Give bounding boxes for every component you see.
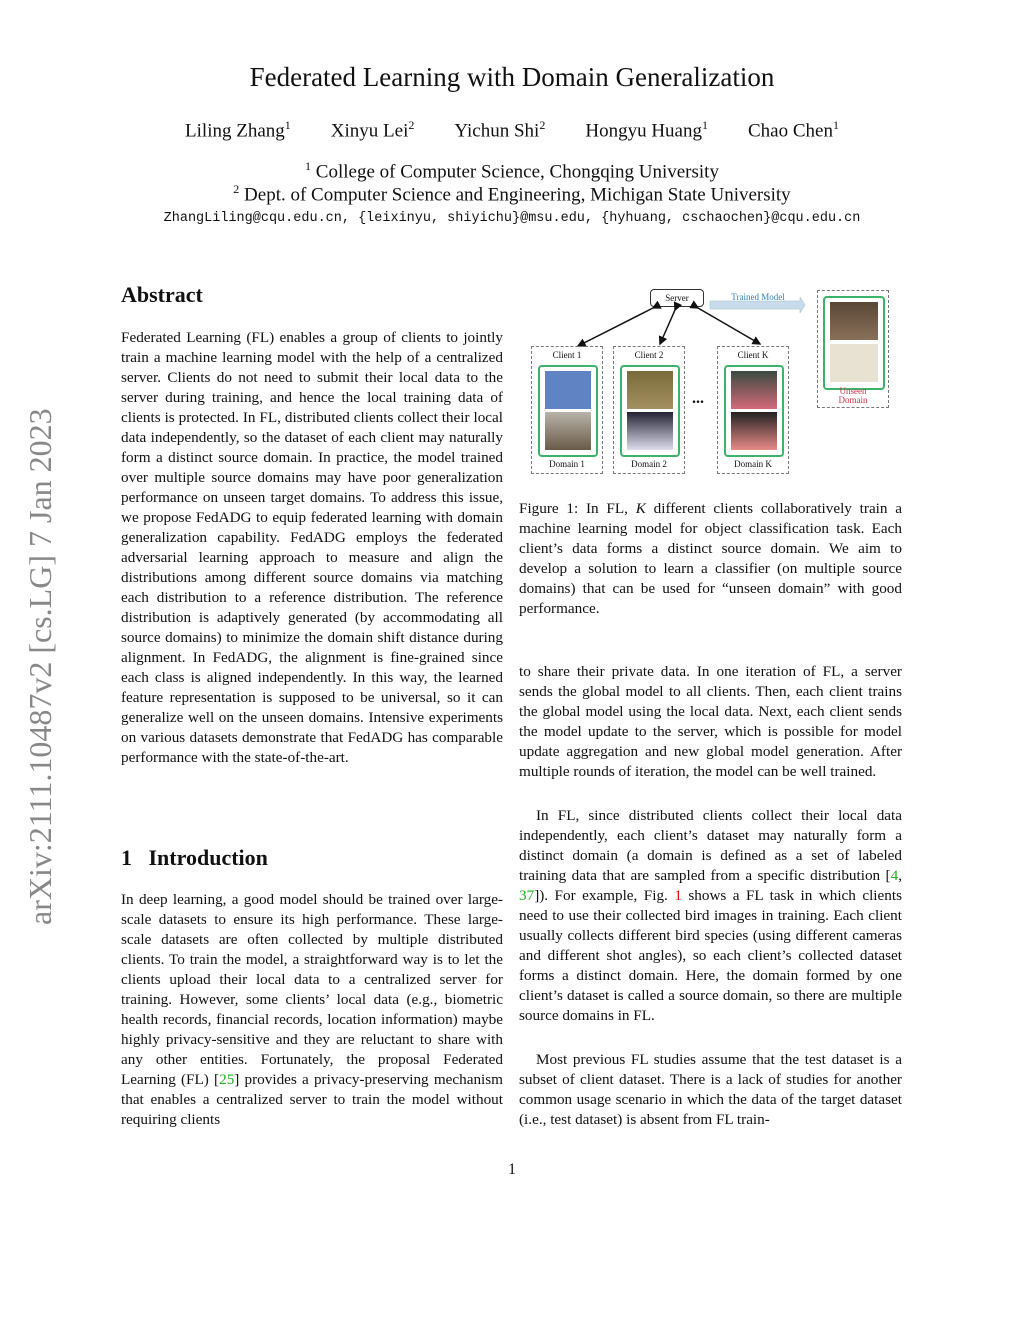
author-list bbox=[0, 118, 1024, 142]
unseen-domain-box: Unseen Domain bbox=[817, 290, 889, 408]
body-paragraph: In FL, since distributed clients collect their local data independently, each client’s dataset may naturally form a distinct domain (a domain is defined as a set of labeled training data that are sampled from a specific distribution [4, 37]). For example, Fig. 1 shows a FL task in which clients need to use their collected bird images in training. Each client usually collects different bird species (using different cameras and different shot angles), so each client’s collected dataset forms a distinct domain. Here, the domain formed by one client’s dataset is called a source domain, so there are multiple source domains in FL. bbox=[519, 807, 902, 1024]
figure-1: Server Trained Model Client 1 Domain 1 Client 2 Domain 2 ... Client K Domain K Unseen Domain bbox=[528, 284, 898, 476]
author: Liling Zhang$^1$ bbox=[185, 118, 291, 142]
citation-link[interactable]: 4 bbox=[890, 867, 899, 884]
trained-model-label: Trained Model bbox=[731, 292, 785, 302]
section-heading: 1 Introduction bbox=[121, 845, 268, 870]
arxiv-stamp: arXiv:2111.10487v2 [cs.LG] 7 Jan 2023 bbox=[22, 408, 58, 925]
server-node: Server bbox=[650, 289, 704, 307]
citation-link[interactable]: 37 bbox=[519, 887, 535, 904]
client-box: Client 1 Domain 1 bbox=[531, 346, 603, 474]
body-paragraph: Most previous FL studies assume that the test dataset is a subset of client dataset. There is a lack of studies for another common usage scenario in which the data of the target dataset (i.e., test dataset) is absent from FL train- bbox=[519, 1051, 902, 1128]
figure-link[interactable]: 1 bbox=[674, 887, 682, 904]
abstract-heading: Abstract bbox=[121, 282, 203, 307]
author: Xinyu Lei$^2$ bbox=[330, 118, 415, 142]
abstract-text: Federated Learning (FL) enables a group of clients to jointly train a machine learning model with the help of a centralized server. Clients do not need to submit their local data to the server during training, and hence the local training data of clients is protected. In FL, distributed clients collect their local data independently, so the dataset of each client may naturally form a distinct source domain. In practice, the model trained over multiple source domains may have poor generalization performance on unseen target domains. To address this issue, we propose FedADG to equip federated learning with domain generalization capability. FedADG employs the federated adversarial learning approach to measure and align the distributions among different source domains via matching each distribution to a reference distribution. The reference distribution is adaptively generated (by accommodating all source domains) to minimize the domain shift distance during alignment. In FedADG, the alignment is fine-grained since each class is aligned independently. In this way, the learned feature representation is supposed to be universal, so it can generalize well on the unseen domains. Intensive experiments on various datasets demonstrate that FedADG has comparable performance with the state-of-the-art. bbox=[121, 329, 503, 766]
affiliation: $^2$ Dept. of Computer Science and Engineering, Michigan State University bbox=[233, 182, 791, 206]
author: Hongyu Huang$^1$ bbox=[585, 118, 708, 142]
intro-paragraph: In deep learning, a good model should be trained over large-scale datasets to ensure its high performance. These large-scale datasets are often collected by multiple distributed clients. To train the model, a straightforward way is to let the clients upload their local data to a centralized server for training. However, some clients’ local data (e.g., biometric health records, financial records, location information) maybe highly privacy-sensitive and they are reluctant to share with any other entities. Fortunately, the proposal Federated Learning (FL) [25] provides a privacy-preserving mechanism that enables a centralized server to train the model without requiring clients bbox=[121, 891, 503, 1128]
emails: ZhangLiling@cqu.edu.cn, {leixinyu, shiyichu}@msu.edu, {hyhuang, cschaochen}@cqu.edu.cn bbox=[163, 211, 861, 226]
client-box: Client 2 Domain 2 bbox=[613, 346, 685, 474]
paper-title: Federated Learning with Domain Generalization bbox=[249, 62, 775, 92]
page-number: 1 bbox=[508, 1161, 516, 1178]
citation-link[interactable]: 25 bbox=[219, 1071, 235, 1088]
author: Chao Chen$^1$ bbox=[747, 118, 839, 142]
affiliation: $^1$ College of Computer Science, Chongqing University bbox=[305, 159, 719, 183]
client-box: Client K Domain K bbox=[717, 346, 789, 474]
body-paragraph: to share their private data. In one iteration of FL, a server sends the global model to all clients. Then, each client trains the global model using the local data. Next, each client sends the model update to the server, which is possible for model update aggregation and new global model generation. After multiple rounds of iteration, the model can be well trained. bbox=[519, 663, 902, 780]
figure-caption: Figure 1: In FL, K different clients collaboratively train a machine learning model for object classification task. Each client’s data forms a distinct source domain. We aim to develop a solution to learn a classifier (on multiple source domains) that can be used for “unseen domain” with good performance. bbox=[519, 500, 903, 617]
author: Yichun Shi$^2$ bbox=[454, 118, 546, 142]
